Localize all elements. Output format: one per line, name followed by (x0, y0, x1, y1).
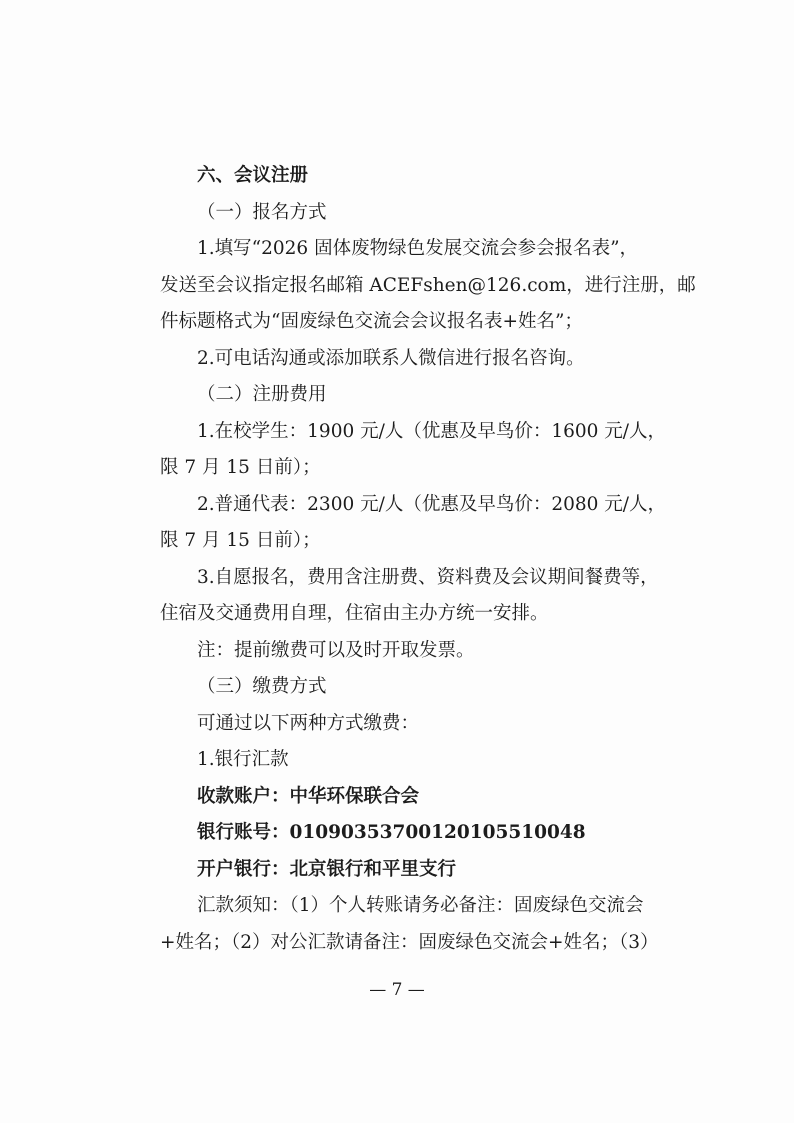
fee-item-1-line-2: 限 7 月 15 日前）； (160, 457, 321, 478)
page-number: — 7 — (369, 980, 425, 1000)
section-title: 六、会议注册 (197, 165, 309, 186)
invoice-note: 注：提前缴费可以及时开取发票。 (197, 639, 475, 661)
account-number: 银行账号：01090353700120105510048 (197, 822, 586, 843)
bank-name: 开户银行：北京银行和平里支行 (197, 858, 457, 880)
registration-item-1-line-1: 1.填写“2026 固体废物绿色发展交流会参会报名表”， (197, 238, 639, 259)
account-name: 收款账户：中华环保联合会 (197, 785, 420, 807)
subsection-title-registration-method: （一）报名方式 (197, 201, 327, 223)
subsection-title-registration-fee: （二）注册费用 (197, 384, 327, 405)
remittance-notice-line-2: +姓名；（2）对公汇款请备注：固废绿色交流会+姓名；（3） (160, 931, 659, 953)
subsection-title-payment-method: （三）缴费方式 (197, 676, 327, 697)
fee-item-3-line-1: 3.自愿报名，费用含注册费、资料费及会议期间餐费等， (197, 566, 659, 588)
fee-item-1-line-1: 1.在校学生：1900 元/人（优惠及早鸟价：1600 元/人， (197, 420, 667, 442)
registration-item-2: 2.可电话沟通或添加联系人微信进行报名咨询。 (197, 347, 585, 369)
fee-item-3-line-2: 住宿及交通费用自理，住宿由主办方统一安排。 (160, 603, 549, 624)
payment-intro: 可通过以下两种方式缴费： (197, 712, 420, 734)
document-body (160, 158, 696, 961)
registration-item-1-line-3: 件标题格式为“固废绿色交流会会议报名表+姓名”； (160, 311, 583, 332)
remittance-notice-line-1: 汇款须知：（1）个人转账请务必备注：固废绿色交流会 (197, 895, 644, 916)
fee-item-2-line-1: 2.普通代表：2300 元/人（优惠及早鸟价：2080 元/人， (197, 493, 667, 515)
registration-item-1-line-2: 发送至会议指定报名邮箱 ACEFshen@126.com，进行注册，邮 (160, 274, 696, 296)
fee-item-2-line-2: 限 7 月 15 日前）； (160, 530, 321, 551)
payment-option-bank-transfer: 1.银行汇款 (197, 749, 289, 770)
